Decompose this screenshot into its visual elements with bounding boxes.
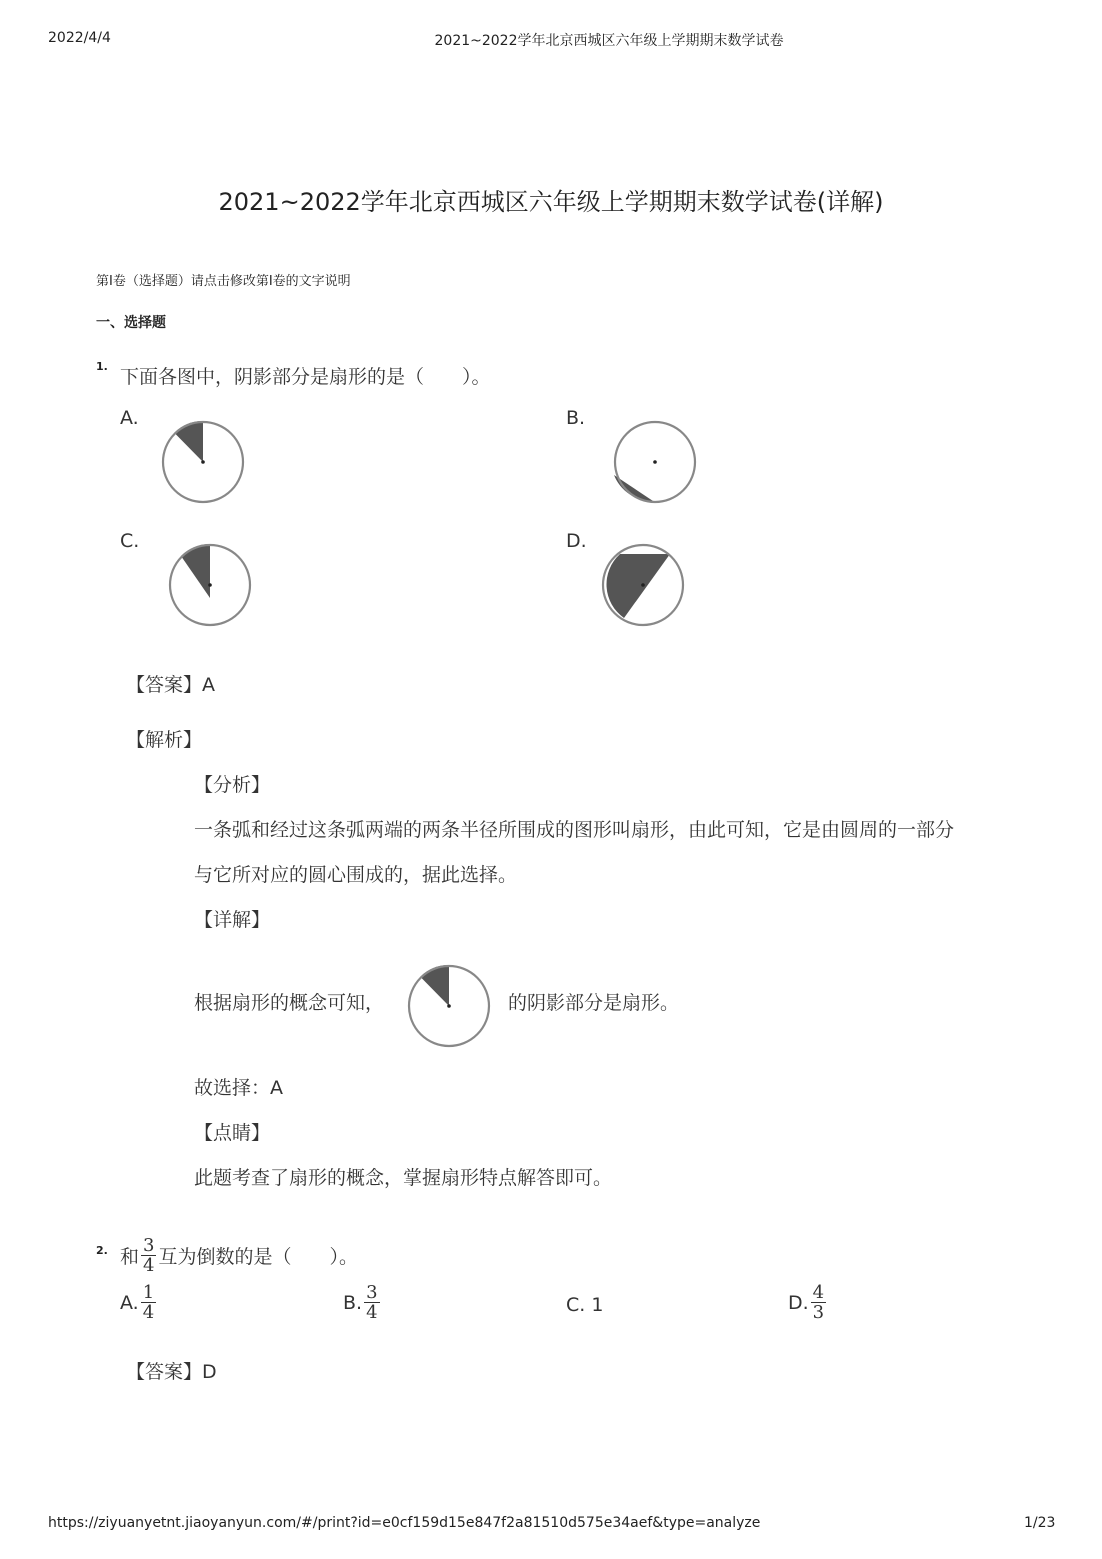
detail-heading: 【详解】 [194,909,271,931]
fenxi-heading: 【分析】 [194,774,271,796]
detail-text-before: 根据扇形的概念可知， [194,992,385,1014]
fraction-numerator: 1 [142,1282,155,1303]
detail-figure [406,963,492,1049]
option-label-d: D. [566,530,587,552]
option-a-figure [160,419,246,505]
option-label: A. [120,1291,139,1314]
choice-text: 故选择：A [194,1077,283,1099]
stem-suffix: 互为倒数的是（ ）。 [158,1246,358,1268]
question-stem [120,1236,358,1275]
question-stem: 下面各图中，阴影部分是扇形的是（ ）。 [120,366,491,388]
section-note: 第Ⅰ卷（选择题）请点击修改第Ⅰ卷的文字说明 [96,274,351,289]
question-number: 2. [96,1244,108,1257]
option-d-figure [600,542,686,628]
fraction-denominator: 4 [143,1255,155,1276]
analysis-heading: 【解析】 [126,729,203,751]
answer: 【答案】D [126,1361,217,1383]
option-label-c: C. [120,530,140,552]
option-label: D. [788,1291,809,1314]
fraction-numerator: 4 [812,1282,825,1303]
header-date: 2022/4/4 [48,30,111,46]
stem-prefix: 和 [120,1246,140,1268]
option-label: B. [343,1291,363,1314]
header-doc-title: 2021~2022学年北京西城区六年级上学期期末数学试卷 [434,33,784,49]
fraction-denominator: 3 [812,1302,825,1323]
footer-url[interactable]: https://ziyuanyetnt.jiaoyanyun.com/#/print?id=e0cf159d15e847f2a81510d575e34aef&type=analyze [48,1515,761,1531]
fenxi-line-1: 一条弧和经过这条弧两端的两条半径所围成的图形叫扇形，由此可知，它是由圆周的一部分 [194,819,955,841]
option-label: C. [566,1294,586,1316]
option-a [120,1283,158,1322]
answer: 【答案】A [126,674,215,696]
fraction-denominator: 4 [142,1302,155,1323]
fraction-numerator: 3 [366,1282,378,1303]
option-b-figure [612,419,698,505]
fraction-denominator: 4 [366,1302,378,1323]
fenxi-line-2: 与它所对应的圆心围成的，据此选择。 [194,864,518,886]
shaded-region [181,544,210,598]
option-d [788,1283,828,1322]
option-label-a: A. [120,407,139,429]
fraction-numerator: 3 [143,1235,155,1256]
page-number: 1/23 [1024,1515,1056,1531]
detail-text-after: 的阴影部分是扇形。 [508,992,680,1014]
stem-fraction [141,1236,156,1275]
option-c [566,1294,603,1316]
option-fraction [141,1283,156,1322]
option-fraction [811,1283,826,1322]
option-b [343,1283,382,1322]
page-title: 2021~2022学年北京西城区六年级上学期期末数学试卷(详解) [218,188,884,216]
shaded-sector [420,965,449,1006]
option-label-b: B. [566,407,586,429]
section-heading: 一、选择题 [96,315,166,331]
option-c-figure [167,542,253,628]
question-number: 1. [96,360,108,373]
option-value: 1 [591,1294,604,1316]
option-fraction [364,1283,379,1322]
shaded-region [607,554,670,618]
dianjing-heading: 【点睛】 [194,1122,271,1144]
shaded-sector [174,421,203,462]
dianjing-text: 此题考查了扇形的概念，掌握扇形特点解答即可。 [194,1167,613,1189]
